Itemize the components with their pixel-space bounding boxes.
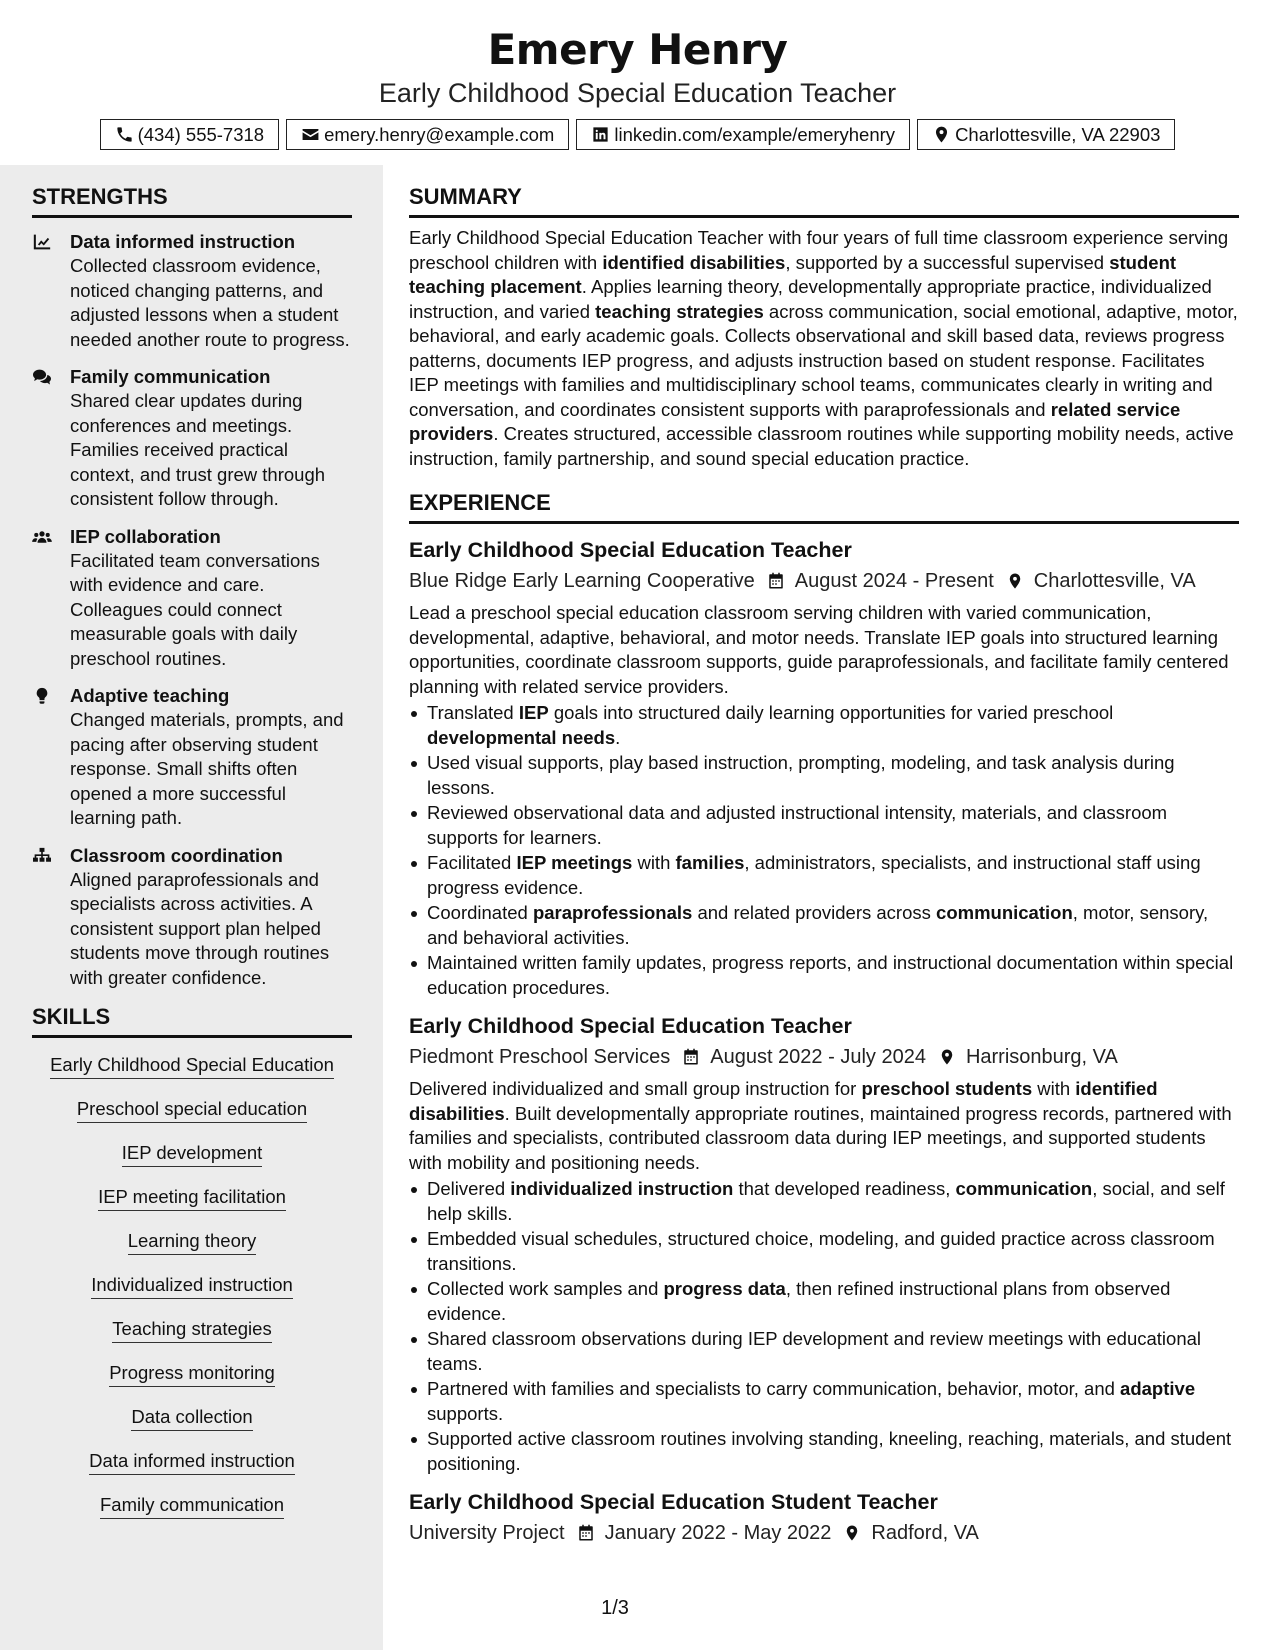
- calendar-icon: [577, 1523, 595, 1543]
- list-item: Facilitated IEP meetings with families, administrators, specialists, and instructional staff using progress evidence.: [409, 851, 1239, 900]
- contact-bar: [0, 119, 1275, 150]
- emphasis-text: progress data: [663, 1278, 786, 1299]
- job-place: Charlottesville, VA: [1033, 570, 1196, 592]
- lightbulb-icon: [32, 687, 52, 705]
- job-dates: August 2022 - July 2024: [710, 1046, 926, 1068]
- skills-heading: SKILLS: [32, 1003, 352, 1038]
- job-org: University Project: [409, 1522, 565, 1544]
- job-entry: [409, 1488, 1239, 1547]
- list-item: Embedded visual schedules, structured choice, modeling, and guided practice across classroom transitions.: [409, 1227, 1239, 1276]
- skill-tag: IEP development: [122, 1140, 263, 1167]
- line-chart-icon: [32, 233, 52, 251]
- strengths-heading: STRENGTHS: [32, 183, 352, 218]
- linkedin-icon: [591, 125, 610, 144]
- resume-header: [0, 0, 1275, 165]
- list-item: Shared classroom observations during IEP development and review meetings with educational teams.: [409, 1327, 1239, 1376]
- skill-tag: IEP meeting facilitation: [98, 1184, 286, 1211]
- emphasis-text: communication: [955, 1178, 1093, 1199]
- list-item: Partnered with families and specialists to carry communication, behavior, motor, and adaptive supports.: [409, 1377, 1239, 1426]
- emphasis-text: teaching strategies: [595, 300, 764, 322]
- emphasis-text: identified disabilities: [409, 1078, 1158, 1124]
- emphasis-text: IEP: [518, 702, 549, 723]
- list-item: Maintained written family updates, progress reports, and instructional documentation within special education procedures.: [409, 951, 1239, 1000]
- job-entry: [409, 536, 1239, 1000]
- location-text: Charlottesville, VA 22903: [955, 123, 1161, 145]
- strength-desc: Aligned paraprofessionals and specialists across activities. A consistent support plan helped students move through routines with greater confidence.: [70, 868, 330, 988]
- skill-tag: Preschool special education: [77, 1096, 307, 1123]
- list-item: Translated IEP goals into structured daily learning opportunities for varied preschool developmental needs.: [409, 701, 1239, 750]
- job-list: [409, 536, 1239, 1547]
- skill-tag: Teaching strategies: [112, 1316, 271, 1343]
- map-pin-icon: [1006, 571, 1024, 591]
- phone-icon: [115, 125, 134, 144]
- strength-item: [32, 844, 351, 991]
- page-indicator: 1/3: [601, 1597, 629, 1619]
- list-item: Coordinated paraprofessionals and related providers across communication, motor, sensory, and behavioral activities.: [409, 901, 1239, 950]
- job-bullets: [409, 1177, 1239, 1476]
- job-place: Radford, VA: [871, 1522, 979, 1544]
- skill-tag: Learning theory: [128, 1228, 257, 1255]
- calendar-icon: [682, 1047, 700, 1067]
- candidate-name: Emery Henry: [487, 25, 788, 74]
- contact-linkedin[interactable]: [576, 119, 910, 150]
- list-item: Reviewed observational data and adjusted instructional intensity, materials, and classroom supports for learners.: [409, 801, 1239, 850]
- strength-item: [32, 365, 351, 512]
- emphasis-text: identified disabilities: [602, 251, 786, 273]
- main-content: [409, 165, 1239, 1547]
- job-meta: [409, 1043, 1239, 1071]
- emphasis-text: developmental needs: [427, 726, 616, 748]
- job-org: Piedmont Preschool Services: [409, 1046, 671, 1068]
- job-meta: [409, 567, 1239, 595]
- contact-location[interactable]: [917, 119, 1175, 150]
- job-org: Blue Ridge Early Learning Cooperative: [409, 570, 755, 592]
- strength-desc: Changed materials, prompts, and pacing after observing student response. Small shifts often opened a more successful learning path.: [70, 709, 344, 828]
- summary-text: Early Childhood Special Education Teacher with four years of full time classroom experience serving preschool children with identified disabilities, supported by a successful supervised student teaching placement. Applies learning theory, developmentally appropriate practice, individualized instruction, and varied teaching strategies across communication, social emotional, adaptive, motor, behavioral, and early academic goals. Collects observational and skill based data, reviews progress patterns, documents IEP progress, and adjusts instruction based on student response. Facilitates IEP meetings with families and multidisciplinary school teams, communicates clearly in writing and conversation, and coordinates consistent supports with paraprofessionals and related service providers. Creates structured, accessible classroom routines while supporting mobility needs, active instruction, family partnership, and sound special education practice.: [409, 227, 1238, 469]
- emphasis-text: adaptive: [1120, 1378, 1196, 1399]
- emphasis-text: IEP meetings: [516, 852, 633, 873]
- skill-tag: Individualized instruction: [91, 1272, 293, 1299]
- strength-item: [32, 525, 351, 672]
- strength-title: IEP collaboration: [70, 525, 221, 547]
- strength-desc: Facilitated team conversations with evidence and care. Colleagues could connect measurable goals with daily preschool routines.: [70, 549, 320, 669]
- job-bullets: [409, 701, 1239, 1000]
- skill-tag: Data collection: [131, 1404, 252, 1431]
- emphasis-text: families: [675, 852, 745, 873]
- strength-item: [32, 684, 351, 831]
- emphasis-text: student teaching placement: [409, 251, 1177, 297]
- skill-tag: Early Childhood Special Education: [50, 1052, 334, 1079]
- phone-text: (434) 555-7318: [137, 123, 265, 145]
- emphasis-text: preschool students: [861, 1078, 1033, 1099]
- skill-tag: Progress monitoring: [109, 1360, 275, 1387]
- emphasis-text: paraprofessionals: [532, 902, 693, 923]
- chat-icon: [32, 368, 52, 386]
- job-title: Early Childhood Special Education Teacher: [409, 1014, 852, 1038]
- map-pin-icon: [938, 1047, 956, 1067]
- strengths-list: [32, 230, 351, 990]
- envelope-icon: [301, 125, 320, 144]
- linkedin-text: linkedin.com/example/emeryhenry: [614, 123, 896, 145]
- contact-phone[interactable]: [100, 119, 280, 150]
- sidebar: [0, 165, 383, 1650]
- strength-desc: Collected classroom evidence, noticed changing patterns, and adjusted lessons when a student needed another route to progress.: [70, 255, 350, 350]
- strength-title: Adaptive teaching: [70, 685, 230, 706]
- job-meta: [409, 1519, 1239, 1547]
- job-title: Early Childhood Special Education Student Teacher: [409, 1490, 938, 1514]
- sitemap-icon: [32, 847, 52, 865]
- job-title: Early Childhood Special Education Teacher: [409, 538, 852, 562]
- job-dates: January 2022 - May 2022: [604, 1522, 832, 1544]
- map-pin-icon: [843, 1523, 861, 1543]
- emphasis-text: individualized instruction: [510, 1178, 734, 1199]
- list-item: Collected work samples and progress data, then refined instructional plans from observed evidence.: [409, 1277, 1239, 1326]
- summary-heading: SUMMARY: [409, 183, 1239, 218]
- job-description: Lead a preschool special education classroom serving children with varied communication, developmental, adaptive, behavioral, and motor needs. Translate IEP goals into structured learning opportunities, coordinate classroom supports, guide paraprofessionals, and facilitate family centered planning with related service providers.: [409, 602, 1229, 697]
- emphasis-text: communication: [936, 902, 1073, 923]
- strength-desc: Shared clear updates during conferences and meetings. Families received practical context, and trust grew through consistent follow through.: [70, 390, 326, 509]
- map-pin-icon: [932, 125, 951, 144]
- skill-tag: Data informed instruction: [89, 1448, 295, 1475]
- list-item: Supported active classroom routines involving standing, kneeling, reaching, materials, and student positioning.: [409, 1427, 1239, 1476]
- strength-title: Family communication: [70, 366, 271, 387]
- email-text: emery.henry@example.com: [324, 123, 555, 145]
- skills-list: [32, 1052, 352, 1536]
- skill-tag: Family communication: [100, 1492, 284, 1519]
- calendar-icon: [767, 571, 785, 591]
- list-item: Used visual supports, play based instruction, prompting, modeling, and task analysis during lessons.: [409, 751, 1239, 800]
- job-place: Harrisonburg, VA: [965, 1046, 1118, 1068]
- job-entry: [409, 1012, 1239, 1476]
- job-description: Delivered individualized and small group instruction for preschool students with identified disabilities. Built developmentally appropriate routines, maintained progress records, partnered with families and specialists, contributed classroom data during IEP meetings, and supported students with mobility and positioning needs.: [409, 1078, 1232, 1173]
- strength-title: Classroom coordination: [70, 844, 283, 866]
- strength-item: [32, 230, 351, 352]
- strength-title: Data informed instruction: [70, 231, 296, 252]
- contact-email[interactable]: [286, 119, 569, 150]
- list-item: Delivered individualized instruction that developed readiness, communication, social, and self help skills.: [409, 1177, 1239, 1226]
- candidate-title: Early Childhood Special Education Teacher: [378, 78, 897, 108]
- emphasis-text: related service providers: [409, 398, 1181, 444]
- experience-heading: EXPERIENCE: [409, 489, 1239, 524]
- users-icon: [32, 528, 52, 546]
- job-dates: August 2024 - Present: [794, 570, 994, 592]
